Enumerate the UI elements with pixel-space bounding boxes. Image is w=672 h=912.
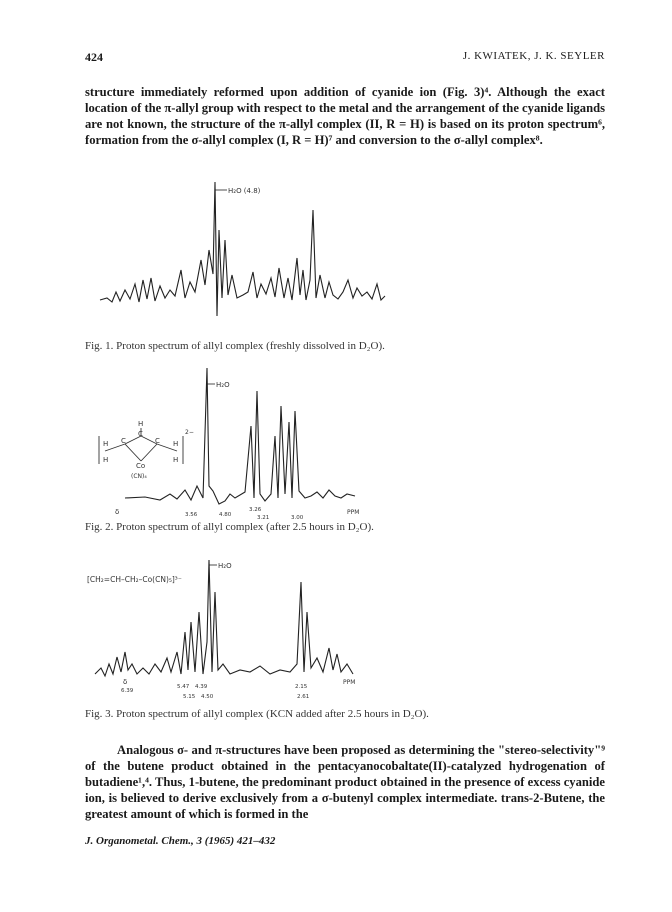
structure-label-charge: 2− [185, 429, 194, 436]
paragraph-2 [85, 742, 605, 822]
structure-label-c-right: C [155, 437, 160, 445]
figure-2-trace [125, 368, 355, 504]
figure-2-axis-tick-300: 3.00 [291, 515, 304, 521]
figure-1-spectrum [85, 180, 605, 340]
figure-3-axis-tick-439: 4.39 [195, 684, 208, 690]
figure-3-axis-tick-261: 2.61 [297, 694, 310, 700]
figure-2-axis-tick-480: 4.80 [219, 512, 232, 518]
figure-3-axis-tick-515: 5.15 [183, 694, 196, 700]
page-header [85, 50, 605, 66]
journal-citation-footer: J. Organometal. Chem., 3 (1965) 421–432 [85, 835, 276, 847]
figure-1-trace [100, 182, 385, 316]
structure-label-h-right-down: H [173, 456, 179, 464]
figure-3-axis-tick-215: 2.15 [295, 684, 308, 690]
figure-3-axis-tick-639: 6.39 [121, 688, 134, 694]
figure-3 [85, 552, 605, 712]
figure-3-axis-delta: δ [123, 678, 128, 686]
figure-3-spectrum [85, 552, 605, 712]
structure-label-h-right-up: H [173, 440, 179, 448]
structure-label-cyanide: (CN)₄ [131, 473, 147, 480]
paragraph-1 [85, 84, 605, 148]
figure-3-axis-tick-450: 4.50 [201, 694, 214, 700]
figure-2-axis-tick-321: 3.21 [257, 515, 270, 521]
figure-1-caption: Fig. 1. Proton spectrum of allyl complex (freshly dissolved in D₂O). [85, 340, 385, 352]
figure-3-caption: Fig. 3. Proton spectrum of allyl complex (KCN added after 2.5 hours in D₂O). [85, 708, 429, 720]
structure-label-h-left-down: H [103, 456, 109, 464]
figure-2-spectrum [85, 366, 605, 526]
structure-label-h-left-up: H [103, 440, 109, 448]
figure-3-axis-unit: PPM [343, 679, 356, 686]
figure-1-peak-label: H₂O (4.8) [228, 187, 261, 195]
figure-3-axis-tick-547: 5.47 [177, 684, 190, 690]
figure-2-axis-delta: δ [115, 508, 120, 516]
structure-label-cobalt: Co [136, 462, 146, 470]
paragraph-1-text: structure immediately reformed upon addition of cyanide ion (Fig. 3)⁴. Although the exact location of the π-allyl group with respect to the metal and the arrangement of the cyanide ligands are not known, the structure of the π-allyl complex (II, R = H) is based on its proton spectrum⁶, formation from the σ-allyl complex (I, R = H)⁷ and conversion to the σ-allyl complex⁸. [85, 85, 605, 147]
structure-label-c-left: C [121, 437, 126, 445]
structure-label-h-top: H [138, 420, 144, 428]
figure-3-formula: [CH₂=CH–CH₂–Co(CN)₅]³⁻ [87, 575, 182, 584]
figure-2-caption: Fig. 2. Proton spectrum of allyl complex (after 2.5 hours in D₂O). [85, 521, 374, 533]
figure-2-axis-tick-326: 3.26 [249, 507, 262, 513]
figure-2-axis-unit: PPM [347, 509, 360, 516]
figure-2-axis-tick-356: 3.56 [185, 512, 198, 518]
figure-3-peak-label: H₂O [218, 562, 232, 570]
figure-2 [85, 366, 605, 526]
running-head: J. KWIATEK, J. K. SEYLER [462, 50, 605, 62]
structure-label-c-middle: C [138, 430, 143, 438]
figure-2-peak-label: H₂O [216, 381, 230, 389]
page-number: 424 [85, 50, 103, 64]
paragraph-2-text: Analogous σ- and π-structures have been proposed as determining the "stereo-selectivity"⁹ of the butene product obtained in the pentacyanocobaltate(II)-catalyzed hydrogenation of butadiene¹,⁴. Thus, 1-butene, the predominant product obtained in the presence of excess cyanide ion, is believed to derive exclusively from a σ-butenyl complex intermediate. trans-2-Butene, the greatest amount of which is formed in the [85, 743, 605, 821]
figure-1 [85, 180, 605, 340]
